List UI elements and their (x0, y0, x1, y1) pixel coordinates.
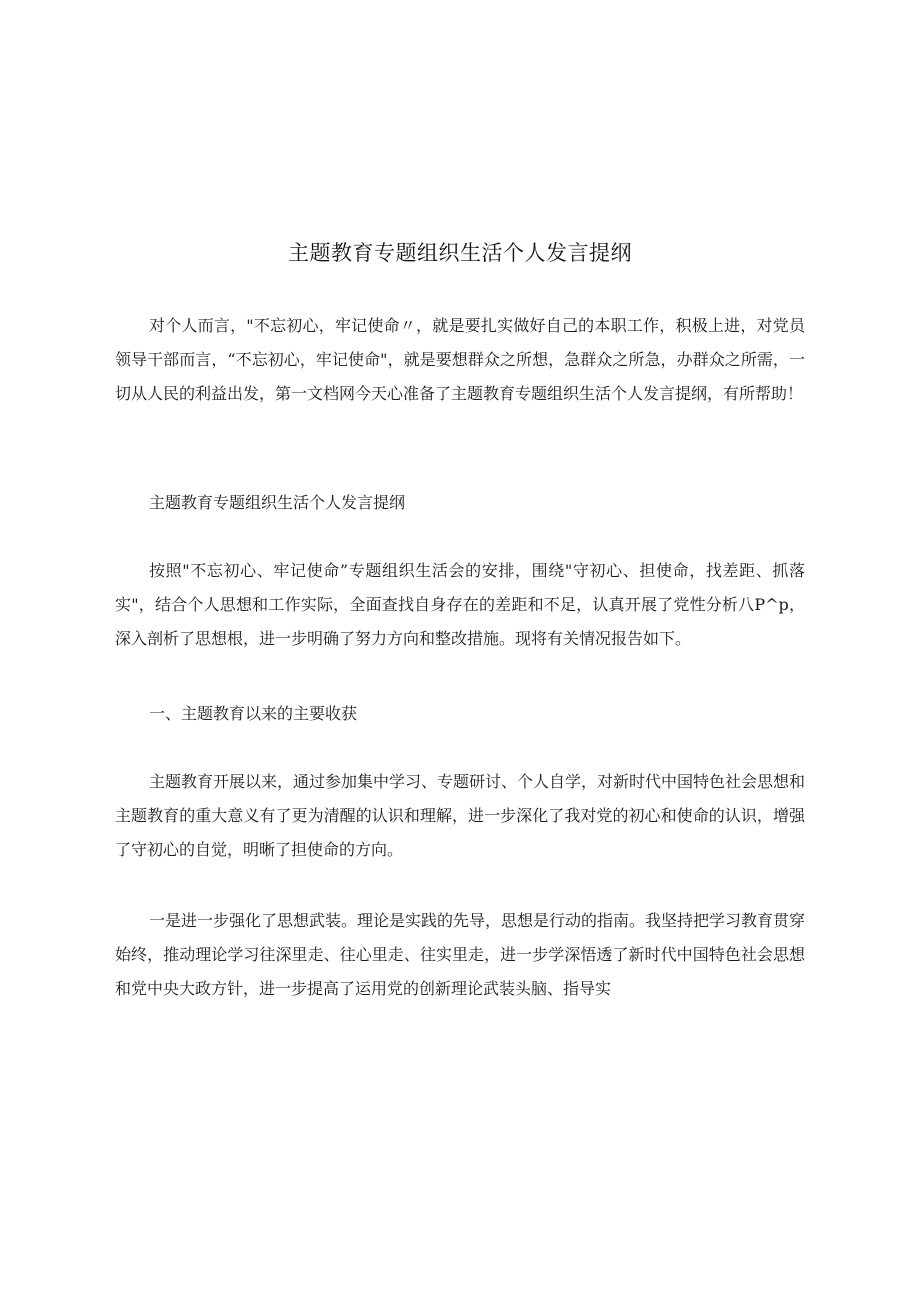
subtitle-heading: 主题教育专题组织生活个人发言提纲 (149, 493, 406, 512)
section-1-heading: 一、主题教育以来的主要收获 (149, 704, 358, 723)
document-title: 主题教育专题组织生活个人发言提纲 (288, 241, 632, 265)
since-education-paragraph: 主题教育开展以来，通过参加集中学习、专题研讨、个人自学，对新时代中国特色社会思想和主题教育的重大意义有了更为清醒的认识和理解，进一步深化了我对党的初心和使命的认识，增强了守初心的自觉，明晰了担使命的方向。 (115, 772, 806, 859)
according-paragraph: 按照"不忘初心、牢记使命”专题组织生活会的安排，围绕"守初心、担使命，找差距、抓落实"，结合个人思想和工作实际，全面查找自身存在的差距和不足，认真开展了党性分析八P^p，深入剖析了思想根，进一步明确了努力方向和整改措施。现将有关情况报告如下。 (115, 561, 805, 648)
first-point-paragraph: 一是进一步强化了思想武装。理论是实践的先导，思想是行动的指南。我坚持把学习教育贯穿始终，推动理论学习往深里走、往心里走、往实里走，进一步学深悟透了新时代中国特色社会思想和党中央大政方针，进一步提高了运用党的创新理论武装头脑、指导实 (115, 911, 806, 998)
intro-paragraph: 对个人而言，"不忘初心，牢记使命〃，就是要扎实做好自己的本职工作，积极上进，对党员领导干部而言，“不忘初心，牢记使命"，就是要想群众之所想，急群众之所急，办群众之所需，一切从人民的利益出发，第一文档网今天心准备了主题教育专题组织生活个人发言提纲，有所帮助！ (115, 316, 805, 403)
